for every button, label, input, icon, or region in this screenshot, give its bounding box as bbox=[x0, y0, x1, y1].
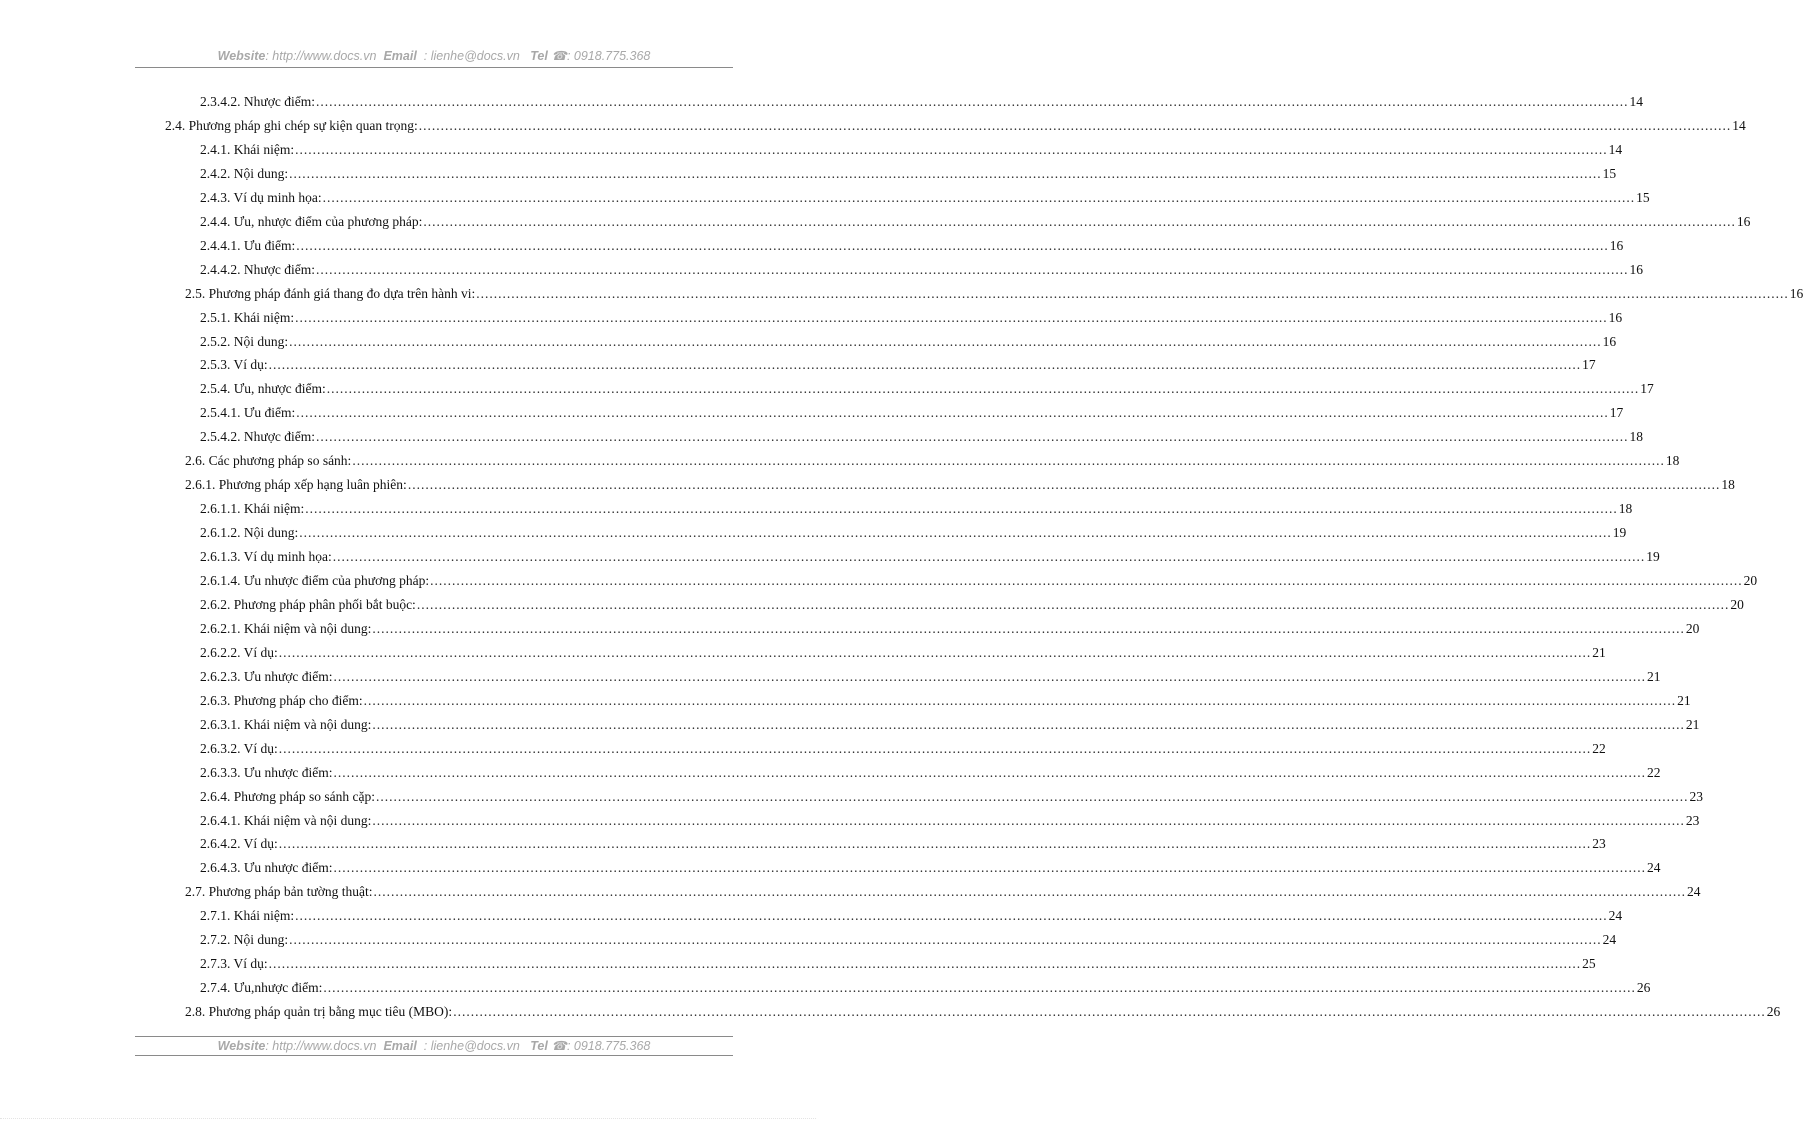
toc-entry-page: 22 bbox=[1592, 740, 1606, 756]
toc-entry-page: 24 bbox=[1602, 932, 1617, 948]
header-email-label: Email bbox=[383, 49, 417, 63]
toc-entry-page: 19 bbox=[1646, 549, 1660, 565]
toc-dot-leader: ............................................................................................................................................................................................................................................................................................................ bbox=[372, 812, 1685, 828]
toc-entry-title: 2.7.1. Khái niệm: bbox=[200, 908, 295, 924]
toc-entry-page: 16 bbox=[1609, 237, 1624, 253]
toc-dot-leader: ............................................................................................................................................................................................................................................................................................................ bbox=[278, 644, 1592, 660]
toc-entry-title: 2.8. Phương pháp quản trị bằng mục tiêu (MBO): bbox=[185, 1004, 453, 1020]
toc-entry-title: 2.3.4.2. Nhược điểm: bbox=[200, 94, 315, 109]
toc-entry-page: 14 bbox=[1732, 117, 1746, 133]
toc-entry-page: 16 bbox=[1629, 261, 1643, 277]
toc-entry-page: 18 bbox=[1665, 453, 1680, 469]
toc-entry[interactable] bbox=[200, 523, 1627, 543]
toc-entry[interactable] bbox=[200, 667, 1661, 687]
header-website-label: Website bbox=[217, 49, 266, 63]
toc-dot-leader: ............................................................................................................................................................................................................................................................................................................ bbox=[278, 740, 1592, 756]
toc-entry-page: 23 bbox=[1685, 812, 1700, 828]
footer-tel-label: Tel bbox=[530, 1039, 548, 1053]
toc-entry[interactable] bbox=[200, 834, 1606, 854]
toc-entry-title: 2.6.2.3. Ưu nhược điểm: bbox=[200, 668, 333, 684]
toc-entry-page: 17 bbox=[1582, 357, 1596, 373]
toc-dot-leader: ............................................................................................................................................................................................................................................................................................................ bbox=[295, 309, 1608, 325]
toc-entry[interactable] bbox=[185, 284, 1803, 304]
toc-dot-leader: ............................................................................................................................................................................................................................................................................................................ bbox=[333, 764, 1647, 780]
toc-entry-title: 2.6.4.1. Khái niệm và nội dung: bbox=[200, 812, 372, 828]
toc-entry[interactable] bbox=[200, 499, 1633, 519]
toc-entry[interactable] bbox=[185, 451, 1680, 471]
toc-entry-title: 2.6.2.1. Khái niệm và nội dung: bbox=[200, 620, 372, 636]
toc-entry-page: 18 bbox=[1721, 477, 1735, 493]
toc-dot-leader: ............................................................................................................................................................................................................................................................................................................ bbox=[296, 405, 1609, 421]
toc-entry-title: 2.6.4. Phương pháp so sánh cặp: bbox=[200, 788, 375, 804]
toc-entry-page: 17 bbox=[1609, 405, 1624, 421]
toc-entry[interactable] bbox=[200, 715, 1700, 735]
toc-entry[interactable] bbox=[200, 763, 1661, 783]
toc-dot-leader: ............................................................................................................................................................................................................................................................................................................ bbox=[305, 501, 1618, 517]
toc-entry-page: 24 bbox=[1647, 860, 1661, 876]
toc-dot-leader: ............................................................................................................................................................................................................................................................................................................ bbox=[453, 1004, 1766, 1020]
toc-entry-title: 2.5.4. Ưu, nhược điểm: bbox=[200, 381, 326, 397]
toc-entry-title: 2.5.2. Nội dung: bbox=[200, 333, 289, 349]
toc-dot-leader: ............................................................................................................................................................................................................................................................................................................ bbox=[333, 668, 1647, 684]
toc-entry[interactable] bbox=[200, 930, 1617, 950]
toc-entry-page: 15 bbox=[1602, 165, 1617, 181]
toc-entry-title: 2.5.3. Ví dụ: bbox=[200, 357, 268, 373]
toc-dot-leader: ............................................................................................................................................................................................................................................................................................................ bbox=[268, 956, 1582, 972]
toc-entry-page: 18 bbox=[1618, 501, 1633, 517]
toc-entry[interactable] bbox=[200, 92, 1643, 112]
toc-dot-leader: ............................................................................................................................................................................................................................................................................................................ bbox=[332, 549, 1646, 565]
toc-entry-page: 26 bbox=[1766, 1004, 1781, 1020]
header-email-value: : lienhe@docs.vn bbox=[423, 49, 520, 63]
footer-email-value: : lienhe@docs.vn bbox=[423, 1039, 520, 1053]
toc-dot-leader: ............................................................................................................................................................................................................................................................................................................ bbox=[289, 932, 1602, 948]
toc-entry-page: 18 bbox=[1629, 429, 1643, 445]
toc-entry[interactable] bbox=[200, 379, 1654, 399]
toc-dot-leader: ............................................................................................................................................................................................................................................................................................................ bbox=[323, 980, 1636, 996]
toc-entry-page: 23 bbox=[1592, 836, 1606, 852]
toc-entry-title: 2.4.4.1. Ưu điểm: bbox=[200, 237, 296, 253]
toc-entry-page: 21 bbox=[1677, 692, 1691, 708]
toc-entry-page: 14 bbox=[1629, 94, 1643, 109]
toc-entry-page: 22 bbox=[1647, 764, 1661, 780]
toc-entry[interactable] bbox=[200, 787, 1703, 807]
toc-entry-page: 24 bbox=[1687, 884, 1701, 900]
header-website-value: : http://www.docs.vn bbox=[265, 49, 377, 63]
toc-entry[interactable] bbox=[185, 475, 1735, 495]
toc-dot-leader: ............................................................................................................................................................................................................................................................................................................ bbox=[476, 285, 1789, 301]
toc-entry-page: 16 bbox=[1602, 333, 1617, 349]
toc-dot-leader: ............................................................................................................................................................................................................................................................................................................ bbox=[289, 165, 1602, 181]
toc-dot-leader: ............................................................................................................................................................................................................................................................................................................ bbox=[295, 141, 1608, 157]
toc-entry[interactable] bbox=[200, 308, 1623, 328]
toc-entry-title: 2.6.1.2. Nội dung: bbox=[200, 525, 299, 541]
toc-entry[interactable] bbox=[200, 811, 1700, 831]
toc-entry-title: 2.4. Phương pháp ghi chép sự kiện quan trọng: bbox=[165, 117, 418, 133]
footer-underline bbox=[135, 1055, 733, 1056]
toc-entry-title: 2.7.4. Ưu,nhược điểm: bbox=[200, 980, 323, 996]
toc-entry[interactable] bbox=[200, 355, 1596, 375]
phone-icon: ☎ bbox=[551, 1039, 567, 1053]
header-tel-label: Tel bbox=[530, 49, 548, 63]
toc-entry-title: 2.7. Phương pháp bản tường thuật: bbox=[185, 884, 373, 900]
toc-dot-leader: ............................................................................................................................................................................................................................................................................................................ bbox=[268, 357, 1582, 373]
page-footer bbox=[135, 1038, 733, 1053]
toc-dot-leader: ............................................................................................................................................................................................................................................................................................................ bbox=[352, 453, 1665, 469]
footer-website-label: Website bbox=[217, 1039, 266, 1053]
toc-entry-title: 2.6. Các phương pháp so sánh: bbox=[185, 453, 352, 469]
toc-dot-leader: ............................................................................................................................................................................................................................................................................................................ bbox=[363, 692, 1677, 708]
toc-dot-leader: ............................................................................................................................................................................................................................................................................................................ bbox=[407, 477, 1721, 493]
toc-entry-title: 2.6.3.3. Ưu nhược điểm: bbox=[200, 764, 333, 780]
toc-entry[interactable] bbox=[200, 978, 1651, 998]
toc-entry-page: 21 bbox=[1685, 716, 1700, 732]
toc-entry[interactable] bbox=[200, 164, 1617, 184]
header-tel-value: : 0918.775.368 bbox=[566, 49, 651, 63]
toc-entry[interactable] bbox=[200, 427, 1643, 447]
toc-entry-title: 2.5. Phương pháp đánh giá thang đo dựa trên hành vi: bbox=[185, 285, 476, 301]
toc-entry[interactable] bbox=[200, 188, 1650, 208]
toc-dot-leader: ............................................................................................................................................................................................................................................................................................................ bbox=[322, 189, 1636, 205]
toc-entry-page: 23 bbox=[1689, 788, 1703, 804]
toc-entry-page: 16 bbox=[1736, 213, 1751, 229]
page-header bbox=[135, 48, 733, 63]
toc-entry[interactable] bbox=[200, 332, 1617, 352]
toc-dot-leader: ............................................................................................................................................................................................................................................................................................................ bbox=[418, 117, 1732, 133]
toc-entry-page: 17 bbox=[1640, 381, 1654, 397]
toc-entry-page: 19 bbox=[1612, 525, 1627, 541]
toc-entry-title: 2.5.1. Khái niệm: bbox=[200, 309, 295, 325]
toc-entry-title: 2.6.1.4. Ưu nhược điểm của phương pháp: bbox=[200, 573, 430, 588]
toc-entry[interactable] bbox=[200, 619, 1700, 639]
toc-dot-leader: ............................................................................................................................................................................................................................................................................................................ bbox=[299, 525, 1612, 541]
toc-entry-page: 20 bbox=[1685, 620, 1700, 636]
toc-dot-leader: ............................................................................................................................................................................................................................................................................................................ bbox=[372, 620, 1685, 636]
toc-dot-leader: ............................................................................................................................................................................................................................................................................................................ bbox=[315, 429, 1629, 445]
toc-dot-leader: ............................................................................................................................................................................................................................................................................................................ bbox=[289, 333, 1602, 349]
toc-entry-page: 15 bbox=[1636, 189, 1650, 205]
toc-entry-title: 2.6.3.1. Khái niệm và nội dung: bbox=[200, 716, 372, 732]
toc-entry-page: 21 bbox=[1592, 644, 1606, 660]
toc-entry-page: 26 bbox=[1636, 980, 1651, 996]
page-bottom-edge bbox=[0, 1118, 816, 1119]
toc-entry[interactable] bbox=[200, 236, 1624, 256]
toc-entry-title: 2.6.2. Phương pháp phân phối bắt buộc: bbox=[200, 596, 416, 612]
toc-entry[interactable] bbox=[200, 643, 1606, 663]
footer-rule bbox=[135, 1036, 733, 1037]
phone-icon: ☎ bbox=[551, 49, 567, 63]
toc-entry-title: 2.6.1. Phương pháp xếp hạng luân phiên: bbox=[185, 477, 407, 493]
toc-entry-title: 2.4.4. Ưu, nhược điểm của phương pháp: bbox=[200, 213, 423, 229]
toc-dot-leader: ............................................................................................................................................................................................................................................................................................................ bbox=[278, 836, 1592, 852]
toc-dot-leader: ............................................................................................................................................................................................................................................................................................................ bbox=[430, 573, 1743, 588]
toc-dot-leader: ............................................................................................................................................................................................................................................................................................................ bbox=[372, 716, 1685, 732]
toc-entry[interactable] bbox=[200, 547, 1660, 567]
toc-entry[interactable] bbox=[200, 212, 1751, 232]
toc-entry[interactable] bbox=[200, 858, 1661, 878]
toc-entry-title: 2.6.1.3. Ví dụ minh họa: bbox=[200, 549, 332, 565]
toc-dot-leader: ............................................................................................................................................................................................................................................................................................................ bbox=[296, 237, 1609, 253]
toc-dot-leader: ............................................................................................................................................................................................................................................................................................................ bbox=[315, 261, 1629, 277]
toc-entry-title: 2.6.3.2. Ví dụ: bbox=[200, 740, 278, 756]
toc-entry-title: 2.7.2. Nội dung: bbox=[200, 932, 289, 948]
toc-entry-title: 2.6.2.2. Ví dụ: bbox=[200, 644, 278, 660]
toc-entry-page: 20 bbox=[1730, 596, 1744, 612]
toc-dot-leader: ............................................................................................................................................................................................................................................................................................................ bbox=[295, 908, 1608, 924]
toc-entry[interactable] bbox=[200, 571, 1758, 591]
toc-entry[interactable] bbox=[200, 691, 1691, 711]
toc-entry-title: 2.4.2. Nội dung: bbox=[200, 165, 289, 181]
toc-dot-leader: ............................................................................................................................................................................................................................................................................................................ bbox=[333, 860, 1647, 876]
footer-email-label: Email bbox=[383, 1039, 417, 1053]
toc-entry-page: 16 bbox=[1608, 309, 1623, 325]
toc-entry-title: 2.6.3. Phương pháp cho điểm: bbox=[200, 692, 363, 708]
toc-entry[interactable] bbox=[200, 140, 1623, 160]
toc-entry-title: 2.6.4.2. Ví dụ: bbox=[200, 836, 278, 852]
toc-entry-title: 2.4.4.2. Nhược điểm: bbox=[200, 261, 315, 277]
toc-entry[interactable] bbox=[200, 739, 1606, 759]
toc-dot-leader: ............................................................................................................................................................................................................................................................................................................ bbox=[373, 884, 1687, 900]
toc-entry[interactable] bbox=[200, 906, 1623, 926]
toc-dot-leader: ............................................................................................................................................................................................................................................................................................................ bbox=[416, 596, 1730, 612]
toc-dot-leader: ............................................................................................................................................................................................................................................................................................................ bbox=[315, 94, 1629, 109]
toc-entry[interactable] bbox=[200, 595, 1744, 615]
toc-dot-leader: ............................................................................................................................................................................................................................................................................................................ bbox=[375, 788, 1689, 804]
toc-entry-title: 2.5.4.1. Ưu điểm: bbox=[200, 405, 296, 421]
toc-entry-page: 20 bbox=[1743, 573, 1758, 588]
footer-website-value: : http://www.docs.vn bbox=[265, 1039, 377, 1053]
toc-entry[interactable] bbox=[200, 260, 1643, 280]
toc-entry-title: 2.5.4.2. Nhược điểm: bbox=[200, 429, 315, 445]
toc-entry[interactable] bbox=[165, 116, 1746, 136]
toc-entry-title: 2.4.1. Khái niệm: bbox=[200, 141, 295, 157]
toc-entry[interactable] bbox=[200, 954, 1596, 974]
header-rule bbox=[135, 67, 733, 68]
footer-tel-value: : 0918.775.368 bbox=[566, 1039, 651, 1053]
toc-entry-page: 16 bbox=[1789, 285, 1803, 301]
toc-entry[interactable] bbox=[185, 1002, 1781, 1022]
toc-entry-page: 14 bbox=[1608, 141, 1623, 157]
toc-entry-page: 24 bbox=[1608, 908, 1623, 924]
toc-entry[interactable] bbox=[185, 882, 1701, 902]
toc-entry-title: 2.4.3. Ví dụ minh họa: bbox=[200, 189, 322, 205]
toc-dot-leader: ............................................................................................................................................................................................................................................................................................................ bbox=[423, 213, 1736, 229]
toc-entry-page: 25 bbox=[1582, 956, 1596, 972]
toc-dot-leader: ............................................................................................................................................................................................................................................................................................................ bbox=[326, 381, 1640, 397]
toc-entry-title: 2.7.3. Ví dụ: bbox=[200, 956, 268, 972]
toc-entry-page: 21 bbox=[1647, 668, 1661, 684]
toc-entry[interactable] bbox=[200, 403, 1624, 423]
toc-entry-title: 2.6.1.1. Khái niệm: bbox=[200, 501, 305, 517]
toc-entry-title: 2.6.4.3. Ưu nhược điểm: bbox=[200, 860, 333, 876]
